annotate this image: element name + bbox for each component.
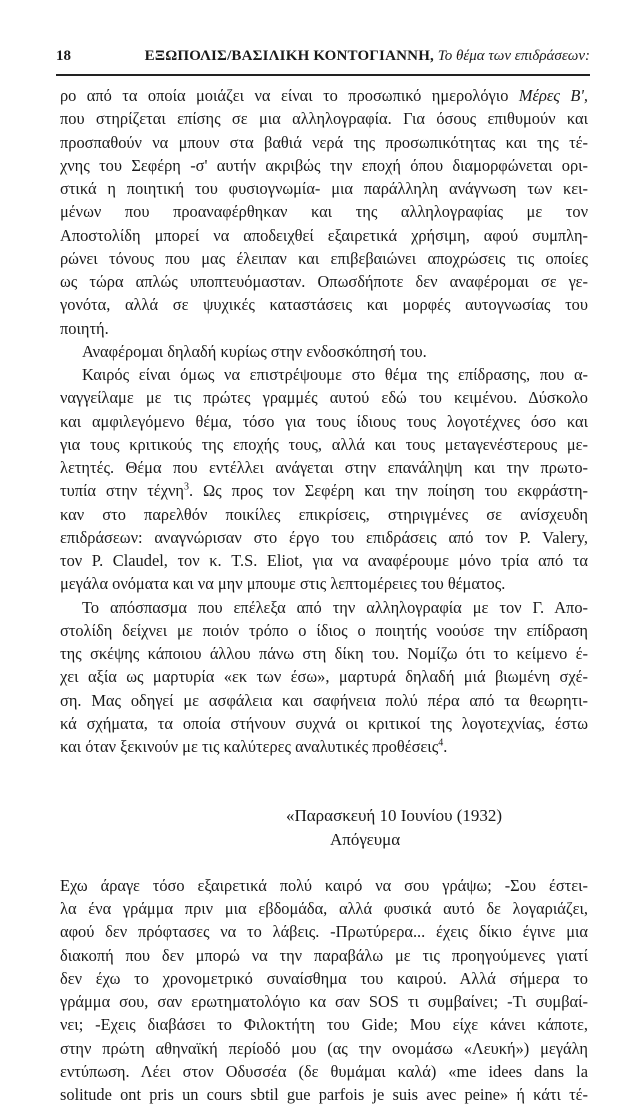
text-line: ως τώρα απλώς υποπτευόμασταν. Οπωσδήποτε δεν αναφέρομαι σε γε- bbox=[60, 272, 588, 291]
page-number: 18 bbox=[56, 48, 71, 64]
running-head-title: Το θέμα των επιδράσεων: bbox=[437, 48, 590, 64]
text-line: στικά η ποιητική του φυσιογνωμία- μια παράλληλη ανάγνωση των κει- bbox=[60, 179, 588, 198]
text-line: ρώνει τόνους που μας έλειπαν και επιβεβαιώνει αποχρώσεις τις οποίες bbox=[60, 248, 588, 268]
spacer bbox=[60, 758, 588, 781]
text-line: Εχω άραγε τόσο εξαιρετικά πολύ καιρό να σου γράψω; -Σου έστει- bbox=[60, 875, 588, 895]
text-line: και αμφιλεγόμενο θέμα, τόσο για τους ίδιους τους λογοτέχνες όσο και bbox=[60, 411, 588, 431]
text-line: Αποστολίδη μπορεί να αποδειχθεί εξαιρετικά χρήσιμη, αφού συμπλη- bbox=[60, 225, 588, 245]
body-text bbox=[60, 84, 588, 1106]
text-line: προσπαθούν να μπουν στα βαθιά νερά της προσωπικότητας και της τέ- bbox=[60, 132, 588, 152]
text-line: ναγγείλαμε με τις πρώτες γραμμές αυτού εδώ του κειμένου. Δύσκολο bbox=[60, 388, 588, 408]
letter-time: Απόγευμα bbox=[330, 829, 401, 849]
text-line: ρο από τα οποία μοιάζει να είναι το προσωπικό ημερολόγιο Μέρες Β', bbox=[60, 86, 588, 105]
text-line: επιδράσεων: αναγνώρισαν στο έργο του επιδράσεις από τον P. Valery, bbox=[60, 527, 588, 547]
text-line: μεγάλα ονόματα και να μην μπουμε στις λεπτομέρειες του θέματος. bbox=[60, 574, 506, 594]
text-line: νει; -Εχεις διαβάσει το Φιλοκτήτη του Gide; Μου είχε κάνει κάποτε, bbox=[60, 1015, 588, 1035]
text-line: solitude ont pris un cours sbtil gue parfois je suis avec peine» ή κάτι τέ- bbox=[60, 1085, 588, 1104]
text-line: γράμμα σου, σαν ερωτηματολόγιο κα σαν SOS τι συμβαίνει; -Τι συμβαί- bbox=[60, 992, 588, 1011]
text-line: γονότα, αλλά σε ψυχικές καταστάσεις και μορφές αυτογνωσίας του bbox=[60, 295, 588, 315]
footnote-ref[interactable]: 3 bbox=[183, 481, 189, 493]
footnote-ref[interactable]: 4 bbox=[438, 737, 444, 749]
text-line: Καιρός είναι όμως να επιστρέψουμε στο θέμα της επίδρασης, που α- bbox=[82, 365, 588, 384]
spacer bbox=[60, 851, 588, 874]
text-line: μένων που προαναφέρθηκαν και της αλληλογραφίας με τον bbox=[60, 202, 588, 222]
page-header bbox=[56, 48, 590, 72]
text-line: Αναφέρομαι δηλαδή κυρίως στην ενδοσκόπησή του. bbox=[82, 341, 427, 361]
text-line: εντύπωση. Λέει στον Οδυσσέα (δε θυμάμαι καλά) «me idees dans la bbox=[60, 1061, 588, 1081]
text-line: χει αξία ως μαρτυρία «εκ των έσω», μαρτυρά δηλαδή μιά βιωμένη σχέ- bbox=[60, 667, 588, 687]
text-line: χνης του Σεφέρη -σ' αυτήν ακριβώς την εποχή όπου διαμορφώνεται ορι- bbox=[60, 155, 588, 175]
running-head bbox=[145, 48, 590, 65]
text-line: τον P. Claudel, τον κ. T.S. Eliot, για να αναφέρουμε μόνο τρία από τα bbox=[60, 551, 588, 570]
text-line: αφού δεν πρόφτασες να το λάβεις. -Πρωτύρερα... έχεις δίκιο έγινε μια bbox=[60, 922, 588, 942]
text-line: της σκέψης κάποιου άλλου πάνω στη δίκη του. Νομίζω ότι το κείμενο έ- bbox=[60, 644, 588, 663]
text-line: για τους κριτικούς της εποχής τους, αλλά και τους μεταγενέστερους με- bbox=[60, 434, 588, 454]
text-line: ποιητή. bbox=[60, 318, 109, 338]
text-line: ση. Μας οδηγεί με ασφάλεια και σαφήνεια πολύ πέρα από τα θεωρητι- bbox=[60, 690, 588, 710]
text-line: Το απόσπασμα που επέλεξα από την αλληλογραφία με τον Γ. Απο- bbox=[82, 597, 588, 617]
text-line: στολίδη δείχνει με ποιόν τρόπο ο ίδιος ο ποιητής νοούσε την επίδραση bbox=[60, 620, 588, 640]
text-line: και όταν ξεκινούν με τις καλύτερες αναλυτικές προθέσεις$^4$. bbox=[60, 737, 448, 756]
text-line: τυπία στην τέχνη$^3$. Ως προς τον Σεφέρη και την ποίηση του εκφράστη- bbox=[60, 481, 588, 501]
running-head-author: ΕΞΩΠΟΛΙΣ/ΒΑΣΙΛΙΚΗ ΚΟΝΤΟΓΙΑΝΝΗ, bbox=[144, 48, 435, 64]
text-line: στην πρώτη αθηναϊκή περίοδό μου (ας την ονομάσω «Λευκή») μεγάλη bbox=[60, 1038, 588, 1058]
letter-dateline: «Παρασκευή 10 Ιουνίου (1932) bbox=[286, 806, 503, 826]
header-rule bbox=[56, 74, 590, 76]
text-line: καν στο παρελθόν ποικίλες επικρίσεις, στηριγμένες σε ανίσχευδη bbox=[60, 504, 588, 524]
text-line: δεν έχω το χρονομετρικό συναίσθημα του καιρού. Αλλά σήμερα το bbox=[60, 968, 588, 988]
text-line: λα ένα γράμμα πριν μια εβδομάδα, αλλά φυσικά αυτό δε λογαριάζει, bbox=[60, 899, 588, 918]
text-line: διακοπή που δεν μπορώ να την παραβάλω με τις προηγούμενες γιατί bbox=[60, 945, 588, 965]
text-line: κά σχήματα, τα οποία στήνουν συχνά οι κριτικοί της λογοτεχνίας, έστω bbox=[60, 713, 588, 733]
text-line: λετητές. Θέμα που εντέλλει ανάγεται στην επανάληψη και την πρωτο- bbox=[60, 458, 588, 477]
spacer bbox=[60, 781, 588, 804]
text-line: που στηρίζεται επίσης σε μια αλληλογραφία. Για όσους επιθυμούν και bbox=[60, 109, 588, 129]
italic-title: Μέρες Β', bbox=[518, 86, 588, 105]
